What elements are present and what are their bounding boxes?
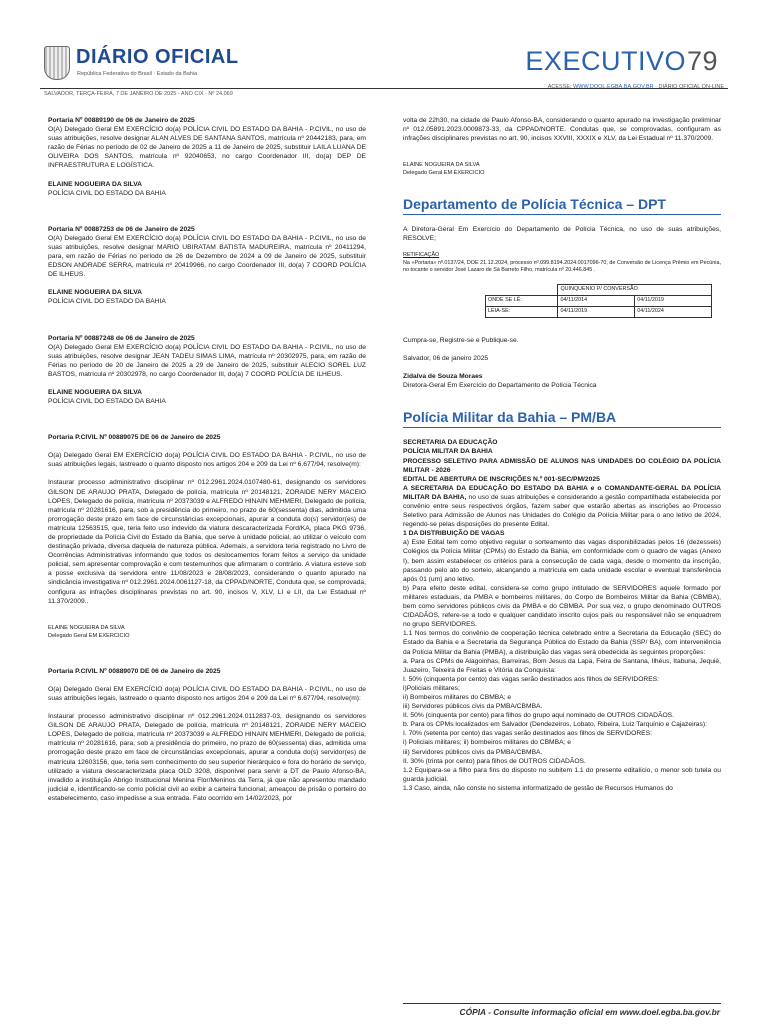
portaria-title: Portaria Nº 00887248 de 06 de Janeiro de 2025 (48, 334, 195, 342)
table-cell: 04/11/2019 (558, 306, 635, 317)
retificacao-text: Na «Portaria» nº.0137/24, DOE 21.12.2024, processo nº.099.8194.2024.0017096-70, de Conversão de Licença Prêmio em Pecúnia, no tocante o servidor José Lazaro de Sá Barreto Filho, matrícula nº 20.446.845 . (403, 259, 721, 274)
signature-name: Zidalva de Souza Moraes (403, 373, 483, 381)
portaria-title: Portaria Nº 00887253 de 06 de Janeiro de 2025 (48, 225, 195, 233)
portaria-body: Instaurar processo administrativo disciplinar nº 012.2961.2024.0112837-03, designando os servidores GILSON DE ARAUJO PRATA, Delegado de polícia, matrícula nº 20148121, ZORAIDE NERY MACEIO LOPES, Delegado de polícia, matrícula nº 20373039 e ALFREDO HINAIN MEHMERI, Delegado de polícia, matrícula nº 20281616, para, sob a presidência do primeiro, no prazo de 60(sessenta) dias, admitida uma prorrogação deste prazo em face de circunstâncias excepcionais, apurar a conduta do(s) servidor(es) de matrícula 12603156, que, teria sem conhecimento do seu superior hierárquico e fora do horário de serviço, utilizado a viatura descaracterizada placa OLD 3208, disponível para servir a DT de Paulo Afonso-BA, invadido a instituição Abrigo Institucional Menina Flor/Meninos da Terra, já que não apresentou mandado judicial e, identificando-se como policial civil ao exibir a carteira funcional, ameaçou de prisão o porteiro do estabelecimento, caso impedisse a sua entrada. Fato ocorrido em 14/02/2023, por (48, 713, 366, 802)
dpt-intro: A Diretora-Geral Em Exercício do Departamento de Polícia Técnica, no uso de suas atribuições, RESOLVE; (403, 226, 721, 243)
edital-paragraph: a. Para os CPMs de Alagoinhas, Barreiras, Bom Jesus da Lapa, Feira de Santana, Ilhéus, Itabuna, Jequié, Juazeiro, Teixeira de Freitas e Vitória da Conquista: (403, 657, 721, 674)
dateline: SALVADOR, TERÇA-FEIRA, 7 DE JANEIRO DE 2025 · ANO CIX · Nº 24.069 (44, 91, 233, 97)
section-rule (403, 427, 721, 428)
signature-org: POLÍCIA CIVIL DO ESTADO DA BAHIA (48, 298, 166, 306)
edital-list-item: II. 50% (cinquenta por cento) para filhos do grupo aqui nominado de OUTROS CIDADÃOS. (403, 712, 674, 720)
right-column (403, 116, 721, 793)
retificacao-table (485, 284, 712, 318)
signature-role: Delegado Geral EM EXERCICIO (403, 170, 485, 177)
portaria-title: Portaria Nº 00889190 de 06 de Janeiro de 2025 (48, 117, 195, 124)
portaria-title: Portaria P.CIVIL Nº 00889070 DE 06 de Janeiro de 2025 (48, 667, 221, 675)
edital-paragraph: 1.1 Nos termos do convênio de cooperação técnica celebrado entre a Secretaria da Educação (SEC) do Estado da Bahia e a Secretaria da Segurança Pública do Estado da Bahia (SSP/ BA), com interveniência da Polícia Militar da Bahia (PMBA), a distribuição das vagas será obedecida às seguintes proporções: (403, 630, 721, 656)
portaria-body: O(A) Delegado Geral EM EXERCÍCIO do(a) POLÍCIA CIVIL DO ESTADO DA BAHIA - P.CIVIL, no uso de suas atribuições, resolve designar JEAN TADEU SIMAS LIMA, matrícula nº 20302975, para, em razão de Férias no período de 20 de Janeiro de 2025 a 29 de Janeiro de 2025, substituir ALECIO SOREL LUZ BASTOS, matrícula nº 20302978, no cargo Coordenador III, do(a) 7 COORD POLÍCIA DE ILHEUS. (48, 343, 366, 378)
edital-paragraph: a) Este Edital tem como objetivo regular o sorteamento das vagas disponibilizadas pelos 16 (dezesseis) Colégios da Polícia Militar (CPMs) do Estado da Bahia, em conformidade com o quadro de vagas (Anexo I), bem assim estabelecer os critérios para a consecução de cada vaga, desde o momento da inscrição, passando pelo ato do sorteio, alcançando a matrícula em cada unidade escolar e eventual transferência após 01 (um) ano letivo. (403, 539, 721, 583)
left-column (48, 116, 366, 803)
edital-paragraph: 1.3 Caso, ainda, não conste no sistema informatizado de gestão de Recursos Humanos do (403, 784, 673, 792)
edital-list-item: I. 50% (cinquenta por cento) das vagas serão destinados aos filhos de SERVIDORES: (403, 675, 660, 683)
table-cell: LEIA-SE: (486, 306, 558, 317)
edital-heading: EDITAL DE ABERTURA DE INSCRIÇÕES N.º 001-SEC/PM/2025 (403, 475, 600, 483)
edital-paragraph: b. Para os CPMs localizados em Salvador (Dendezeiros, Lobato, Ribeira, Luiz Tarquínio e Cajazeiras): (403, 721, 707, 729)
signature-role: Delegado Geral EM EXERCICIO (48, 632, 130, 639)
signature-org: POLÍCIA CIVIL DO ESTADO DA BAHIA (48, 189, 166, 197)
access-suffix: · DIÁRIO OFICIAL ON-LINE (655, 84, 724, 90)
edital-heading: PROCESSO SELETIVO PARA ADMISSÃO DE ALUNOS NAS UNIDADES DO COLÉGIO DA POLÍCIA MILITAR - 2026 (403, 457, 721, 474)
edital-list-item: II. 30% (trinta por cento) para filhos de OUTROS CIDADÃOS. (403, 757, 586, 765)
table-cell: ONDE SE LÊ: (486, 295, 558, 306)
edital-paragraph: b) Para efeito deste edital, considera-se como grupo intitulado de SERVIDORES aquele formado por militares estaduais, da PMBA e bombeiros militares, do Corpo de Bombeiros Militar da Bahia (CBMBA), bem como servidores públicos civis da PMBA e do CBMBA. Por sua vez, o grupo denominado OUTROS CIDADÃOS, refere-se a todo e qualquer candidato inscrito cujos pais ou responsável não se enquadrem no grupo SERVIDORES. (403, 584, 721, 629)
edital-list-item: i) Policiais militares; ii) bombeiros militares do CBMBA; e (403, 739, 571, 747)
retificacao-label: RETIFICAÇÃO (403, 252, 440, 259)
table-cell (486, 284, 558, 295)
footer-rule (403, 1003, 721, 1004)
edital-list-item: iii) Servidores públicos civis da PMBA/CBMBA. (403, 748, 543, 756)
signature-role: Diretora-Geral Em Exercício do Departamento de Polícia Técnica (403, 382, 597, 390)
signature-org: POLÍCIA CIVIL DO ESTADO DA BAHIA (48, 398, 166, 406)
section-name: EXECUTIVO (525, 46, 686, 76)
signature-name: ELAINE NOGUEIRA DA SILVA (403, 162, 480, 169)
edital-list-item: ii) Bombeiros militares do CBMBA; e (403, 693, 512, 701)
table-row (486, 295, 712, 306)
footer-notice: CÓPIA - Consulte informação oficial em www.doel.egba.ba.gov.br (459, 1007, 720, 1017)
table-cell: 04/11/2024 (635, 306, 712, 317)
section-rule (403, 214, 721, 215)
edital-intro-rest: no uso de suas atribuições e considerando a gestão compartilhada estabelecida por convênio entre seus respectivos órgãos, fazem saber que estarão abertas as inscrições ao Processo Seletivo para Admissão de Alunos nas Unidades do Colégio da Polícia Militar para o ano letivo de 2024, regendo-se pelas disposições do presente Edital. (403, 493, 721, 529)
edital-heading: SECRETARIA DA EDUCAÇÃO (403, 439, 498, 447)
page-number: 79 (686, 46, 718, 76)
access-label: ACESSE: (547, 84, 572, 90)
page-header (0, 0, 768, 102)
table-row (486, 306, 712, 317)
state-seal-icon (44, 46, 70, 80)
edital-list-item: iii) Servidores públicos civis da PMBA/CBMBA. (403, 703, 543, 711)
table-cell: 04/11/2014 (558, 295, 635, 306)
portaria-body: O(A) Delegado Geral EM EXERCÍCIO do(a) POLÍCIA CIVIL DO ESTADO DA BAHIA - P.CIVIL, no uso de suas atribuições, resolve designar ALAN ALVES DE SANTANA SANTOS, matrícula nº 20442183, para, em razão de Férias no período de 02 de Janeiro de 2025 a 11 de Janeiro de 2025, substituir LAILA LUANA DE OLIVEIRA DOS SANTOS, matrícula nº 92040653, no cargo Coordenador III, do(a) DEP DE INFRAESTRUTURA E LOGÍSTICA. (48, 126, 366, 170)
table-header: QUINQUENIO P/ CONVERSÃO (558, 284, 712, 295)
edital-intro (403, 484, 721, 529)
access-line (548, 84, 724, 90)
dpt-date: Salvador, 06 de janeiro 2025 (403, 355, 489, 363)
newspaper-subtitle: República Federativa do Brasil · Estado da Bahia (77, 71, 198, 77)
edital-section-heading: 1 DA DISTRIBUIÇÃO DE VAGAS (403, 530, 505, 538)
table-header-row (486, 284, 712, 295)
access-url[interactable]: WWW.DOOL.EGBA.BA.GOV.BR (573, 84, 654, 90)
signature-name: ELAINE NOGUEIRA DA SILVA (48, 388, 142, 396)
section-title-dpt: Departamento de Polícia Técnica – DPT (403, 196, 666, 213)
section-label (525, 46, 718, 77)
signature-name: ELAINE NOGUEIRA DA SILVA (48, 289, 142, 297)
edital-paragraph: 1.2 Equipara-se a filho para fins do disposto no subitem 1.1 do presente editalício, o menor sob tutela ou guarda judicial. (403, 766, 721, 783)
portaria-body-continued: volta de 22h30, na cidade de Paulo Afonso-BA, considerando o quanto apurado na investigação preliminar nº 012.05891.2023.0009873-33, da CPPAD/NORTE. Condutas que, se comprovadas, configuram as infrações disciplinares previstas no art. 90, incisos XXVIII, XXXIX e XLV, da Lei Estadual nº 11.370/2009. (403, 117, 721, 143)
table-cell: 04/11/2019 (635, 295, 712, 306)
portaria-intro: O(a) Delegado Geral EM EXERCÍCIO do(a) POLÍCIA CIVIL DO ESTADO DA BAHIA - P.CIVIL, no uso de suas atribuições legais, lastreado o quanto disposto nos artigos 204 e 209 da Lei nº 6.677/94, resolve(m): (48, 452, 366, 469)
portaria-title: Portaria P.CIVIL Nº 00889075 DE 06 de Janeiro de 2025 (48, 434, 221, 442)
edital-list-item: I. 70% (setenta por cento) das vagas serão destinados aos filhos de SERVIDORES: (403, 730, 652, 738)
signature-name: ELAINE NOGUEIRA DA SILVA (48, 624, 125, 631)
newspaper-title: DIÁRIO OFICIAL (76, 46, 239, 68)
section-title-pm: Polícia Militar da Bahia – PM/BA (403, 409, 617, 426)
portaria-body: Instaurar processo administrativo disciplinar nº 012.2961.2024.0107480-61, designando os servidores GILSON DE ARAUJO PRATA, Delegado de polícia, matrícula nº 20148121, ZORAIDE NERY MACEIO LOPES, Delegado de polícia, matrícula nº 20373039 e ALFREDO HINAIN MEHMERI, Delegado de polícia, matrícula nº 20281616, para, sob a presidência do primeiro, no prazo de 60(sessenta) dias, admitida uma prorrogação deste prazo em face de circunstâncias excepcionais, apurar a conduta do(s) servidor(es) de matrícula 12563515, que, teria feito uso indevido da viatura descaracterizada Ford/KA, placa PKG 9736, de propriedade da Polícia Civil do Estado da Bahia, que serve à unidade policial, ao utilizar o veículo com destinação privada, diversa daquela de natureza pública. Ademais, a servidora teria registrado no Livro de Ocorrências Administrativas informando que todos os deslocamentos foram feitos a serviço da unidade policial, sem apresentar comprovação e com testemunhos que afirmaram o contrário. A viatura esteve sob a posse exclusiva da servidora entre 11/08/2023 e 28/08/2023, considerando o quanto apurado na sindicância investigativa nº 012.2961.2024.0061127-18, da CPPAD/NORTE, Conduta que, se comprovada, configura as infrações disciplinares previstas no art. 90, incisos V, XLV, LI e LII, da Lei Estadual nº 11.370/2009.. (48, 479, 366, 605)
edital-heading: POLÍCIA MILITAR DA BAHIA (403, 448, 493, 456)
edital-list-item: i)Policiais militares; (403, 684, 460, 692)
signature-name: ELAINE NOGUEIRA DA SILVA (48, 180, 142, 188)
portaria-body: O(A) Delegado Geral EM EXERCÍCIO do(a) POLÍCIA CIVIL DO ESTADO DA BAHIA - P.CIVIL, no uso de suas atribuições, resolve designar MARIO UBIRATAM BATISTA MADUREIRA, matrícula nº 20411294, para, em razão de Férias no período de 26 de Dezembro de 2024 a 09 de Janeiro de 2025, substituir EDSON ANDRADE SERRA, matrícula nº 20419966, no cargo Coordenador III, do(a) 7 COORD POLÍCIA DE ILHEUS. (48, 234, 366, 279)
edital-intro-bold: A SECRETARIA DA EDUCAÇÃO DO ESTADO DA BAHIA e o COMANDANTE-GERAL DA POLÍCIA MILITAR DA BAHIA, (403, 484, 721, 501)
dpt-close: Cumpra-se, Registre-se e Publique-se. (403, 336, 519, 344)
portaria-intro: O(a) Delegado Geral EM EXERCÍCIO do(a) POLÍCIA CIVIL DO ESTADO DA BAHIA - P.CIVIL, no uso de suas atribuições legais, lastreado o quanto disposto nos artigos 204 e 209 da Lei nº 6.677/94, resolve(m): (48, 685, 366, 702)
